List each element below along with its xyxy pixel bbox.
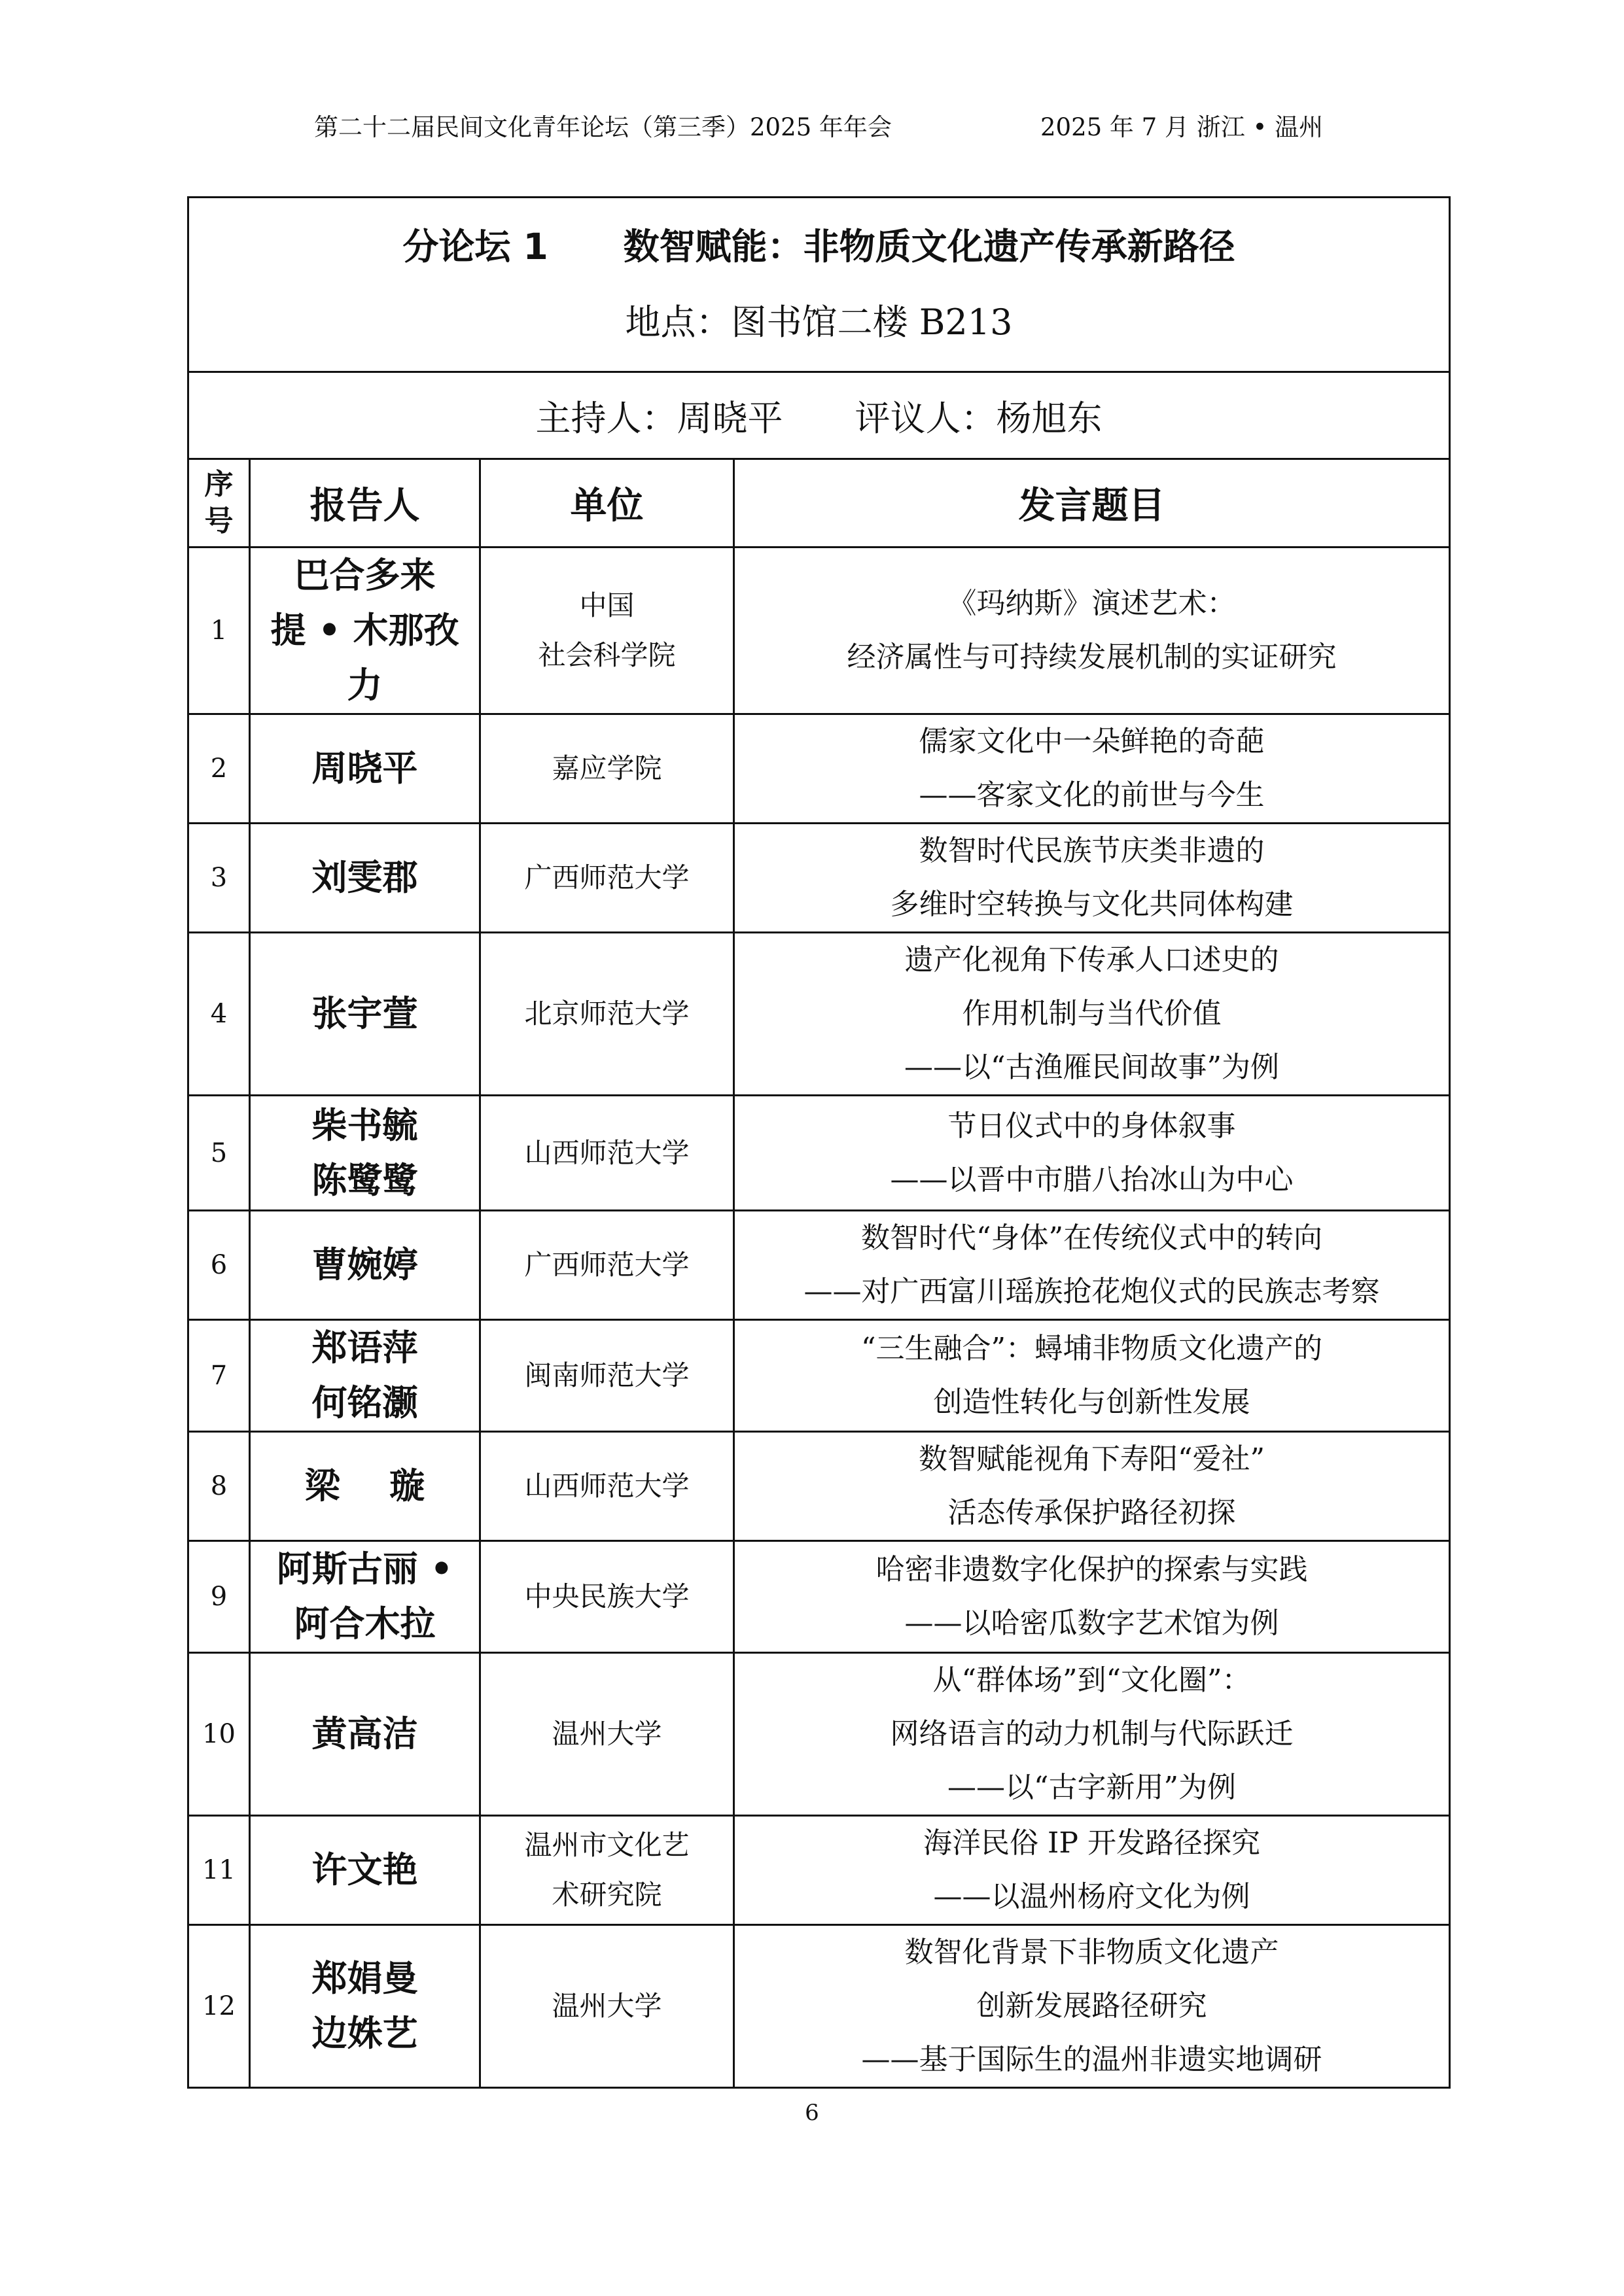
header-conference-title: 第二十二届民间文化青年论坛（第三季）2025 年年会 <box>314 113 892 141</box>
row-number: 7 <box>188 1320 250 1432</box>
topic-line: 遗产化视角下传承人口述史的 <box>904 943 1279 977</box>
table-row <box>188 714 1450 824</box>
speaker-name-line: 周晓平 <box>311 748 418 789</box>
topic-line: ——以晋中市腊八抬冰山为中心 <box>890 1162 1294 1196</box>
header-date-location: 2025 年 7 月 浙江 • 温州 <box>1040 113 1324 141</box>
speaker-cell <box>250 1925 480 2088</box>
unit-cell <box>480 824 734 933</box>
reviewer-name: 评议人：杨旭东 <box>855 397 1103 439</box>
speaker-cell <box>250 1096 480 1211</box>
unit-name-line: 温州市文化艺 <box>524 1829 690 1861</box>
topic-line: 数智化背景下非物质文化遗产 <box>904 1936 1279 1969</box>
speaker-name-line: 阿合木拉 <box>294 1603 436 1644</box>
unit-name-line: 术研究院 <box>552 1879 662 1911</box>
speaker-cell <box>250 1816 480 1925</box>
unit-name-line: 中央民族大学 <box>524 1580 690 1612</box>
topic-line: ——以“古字新用”为例 <box>947 1771 1236 1804</box>
table-row <box>188 1211 1450 1320</box>
unit-cell <box>480 548 734 714</box>
forum-location: 地点：图书馆二楼 B213 <box>625 302 1013 343</box>
speaker-cell <box>250 824 480 933</box>
row-number: 4 <box>188 933 250 1096</box>
row-number: 2 <box>188 714 250 824</box>
table-row <box>188 1432 1450 1541</box>
speaker-cell <box>250 548 480 714</box>
unit-cell <box>480 1653 734 1816</box>
table-row <box>188 548 1450 714</box>
topic-line: 海洋民俗 IP 开发路径探究 <box>923 1826 1260 1860</box>
column-header-row <box>188 459 1450 548</box>
table-row <box>188 933 1450 1096</box>
column-header-topic: 发言题目 <box>734 459 1450 548</box>
row-number: 9 <box>188 1541 250 1653</box>
table-row <box>188 1653 1450 1816</box>
column-header-speaker: 报告人 <box>250 459 480 548</box>
forum-schedule-table <box>187 196 1451 2089</box>
row-number: 8 <box>188 1432 250 1541</box>
topic-line: 数智时代“身体”在传统仪式中的转向 <box>861 1221 1322 1255</box>
host-name: 主持人：周晓平 <box>535 397 783 439</box>
topic-cell <box>734 548 1450 714</box>
speaker-name-line: 曹婉婷 <box>311 1244 418 1285</box>
host-cell <box>188 372 1450 459</box>
speaker-cell <box>250 1541 480 1653</box>
unit-name-line: 山西师范大学 <box>524 1136 690 1169</box>
speaker-name-line: 巴合多来 <box>294 555 436 596</box>
unit-name-line: 社会科学院 <box>538 639 676 671</box>
topic-cell <box>734 1925 1450 2088</box>
speaker-name-line: 提 • 木那孜 <box>270 610 459 651</box>
topic-line: 经济属性与可持续发展机制的实证研究 <box>847 640 1337 674</box>
unit-cell <box>480 1541 734 1653</box>
topic-line: ——以哈密瓜数字艺术馆为例 <box>904 1607 1279 1640</box>
unit-cell <box>480 1816 734 1925</box>
speaker-cell <box>250 1653 480 1816</box>
speaker-name-line: 柴书毓 <box>311 1104 418 1146</box>
host-row <box>188 372 1450 459</box>
table-row <box>188 1320 1450 1432</box>
table-row <box>188 1541 1450 1653</box>
row-number: 12 <box>188 1925 250 2088</box>
topic-line: 多维时空转换与文化共同体构建 <box>890 888 1294 921</box>
table-row <box>188 1096 1450 1211</box>
topic-line: “三生融合”：蟳埔非物质文化遗产的 <box>861 1332 1322 1365</box>
table-row <box>188 824 1450 933</box>
unit-cell <box>480 1211 734 1320</box>
topic-cell <box>734 824 1450 933</box>
unit-cell <box>480 1320 734 1432</box>
speaker-cell <box>250 933 480 1096</box>
unit-cell <box>480 1096 734 1211</box>
topic-cell <box>734 1211 1450 1320</box>
row-number: 3 <box>188 824 250 933</box>
column-header-num <box>188 459 250 548</box>
topic-line: 节日仪式中的身体叙事 <box>947 1109 1236 1143</box>
topic-line: 儒家文化中一朵鲜艳的奇葩 <box>919 725 1265 758</box>
speaker-name-line: 边姝艺 <box>311 2013 418 2054</box>
speaker-name-line: 刘雯郡 <box>311 857 418 898</box>
unit-cell <box>480 933 734 1096</box>
topic-cell <box>734 1541 1450 1653</box>
row-number: 1 <box>188 548 250 714</box>
unit-name-line: 广西师范大学 <box>524 861 690 894</box>
topic-line: 《玛纳斯》演述艺术： <box>947 587 1236 620</box>
unit-name-line: 闽南师范大学 <box>524 1359 690 1391</box>
unit-name-line: 嘉应学院 <box>552 752 662 784</box>
speaker-cell <box>250 1211 480 1320</box>
unit-name-line: 广西师范大学 <box>524 1249 690 1281</box>
topic-line: 作用机制与当代价值 <box>962 997 1222 1030</box>
topic-cell <box>734 933 1450 1096</box>
topic-cell <box>734 1816 1450 1925</box>
topic-cell <box>734 1653 1450 1816</box>
unit-name-line: 北京师范大学 <box>524 998 690 1030</box>
topic-line: ——以温州杨府文化为例 <box>933 1880 1250 1913</box>
speaker-cell <box>250 1320 480 1432</box>
topic-line: 网络语言的动力机制与代际跃迁 <box>890 1717 1294 1750</box>
unit-cell <box>480 1925 734 2088</box>
table-row <box>188 1925 1450 2088</box>
column-header-unit: 单位 <box>480 459 734 548</box>
speaker-name-line: 梁 璇 <box>304 1465 425 1506</box>
unit-name-line: 中国 <box>579 589 635 621</box>
topic-cell <box>734 1096 1450 1211</box>
topic-cell <box>734 1320 1450 1432</box>
speaker-name-line: 陈鹭鹭 <box>311 1159 418 1201</box>
topic-cell <box>734 714 1450 824</box>
unit-name-line: 温州大学 <box>552 1718 662 1750</box>
topic-line: 创造性转化与创新性发展 <box>933 1385 1250 1419</box>
speaker-name-line: 力 <box>347 665 383 706</box>
forum-title-cell <box>188 198 1450 372</box>
row-number: 6 <box>188 1211 250 1320</box>
speaker-cell <box>250 714 480 824</box>
row-number: 5 <box>188 1096 250 1211</box>
forum-title: 分论坛 1 数智赋能：非物质文化遗产传承新路径 <box>402 226 1235 268</box>
unit-cell <box>480 714 734 824</box>
topic-line: 创新发展路径研究 <box>976 1989 1207 2023</box>
speaker-name-line: 张宇萱 <box>311 993 418 1034</box>
topic-line: 从“群体场”到“文化圈”： <box>932 1663 1251 1697</box>
topic-line: 数智时代民族节庆类非遗的 <box>919 834 1265 867</box>
topic-line: ——对广西富川瑶族抢花炮仪式的民族志考察 <box>803 1275 1380 1308</box>
speaker-cell <box>250 1432 480 1541</box>
speaker-name-line: 阿斯古丽 • <box>276 1548 453 1590</box>
speaker-name-line: 黄高洁 <box>311 1713 418 1754</box>
speaker-name-line: 郑语萍 <box>311 1327 418 1368</box>
speaker-name-line: 许文艳 <box>311 1849 418 1890</box>
topic-line: 数智赋能视角下寿阳“爱社” <box>919 1442 1265 1476</box>
topic-line: 活态传承保护路径初探 <box>947 1496 1236 1529</box>
column-header-num-text: 序号 <box>204 468 234 538</box>
page-number: 6 <box>805 2100 819 2126</box>
topic-line: ——客家文化的前世与今生 <box>919 778 1265 812</box>
row-number: 11 <box>188 1816 250 1925</box>
speaker-name-line: 何铭灏 <box>311 1382 418 1423</box>
forum-title-row <box>188 198 1450 372</box>
topic-cell <box>734 1432 1450 1541</box>
row-number: 10 <box>188 1653 250 1816</box>
table-row <box>188 1816 1450 1925</box>
topic-line: 哈密非遗数字化保护的探索与实践 <box>875 1553 1308 1586</box>
page-header <box>0 111 1624 144</box>
unit-name-line: 温州大学 <box>552 1990 662 2022</box>
unit-name-line: 山西师范大学 <box>524 1470 690 1502</box>
topic-line: ——基于国际生的温州非遗实地调研 <box>861 2043 1322 2076</box>
unit-cell <box>480 1432 734 1541</box>
speaker-name-line: 郑娟曼 <box>311 1958 418 1999</box>
topic-line: ——以“古渔雁民间故事”为例 <box>904 1051 1279 1084</box>
